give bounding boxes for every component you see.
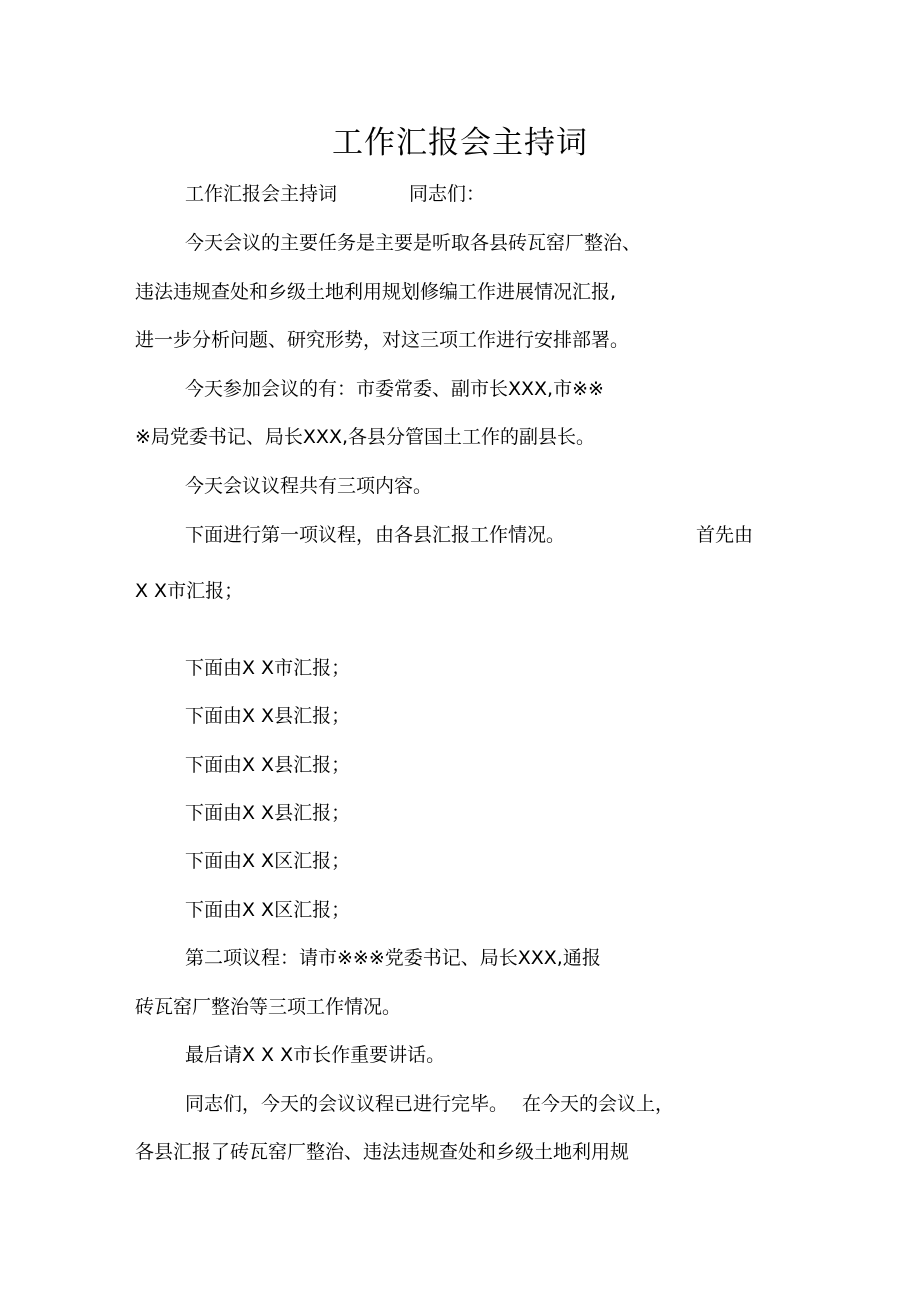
line-text: 工作汇报会主持词: [185, 183, 338, 205]
paragraph-line: 各县汇报了砖瓦窑厂整治、违法违规查处和乡级土地利用规: [135, 1141, 630, 1163]
paragraph-line: 进一步分析问题、研究形势，对这三项工作进行安排部署。: [135, 329, 630, 351]
paragraph-line: 第二项议程：请市※※※党委书记、局长XXX,通报: [185, 947, 601, 969]
paragraph-line: 下面由X X区汇报；: [185, 850, 351, 872]
paragraph-line: [185, 182, 485, 206]
paragraph-line: 下面由X X县汇报；: [185, 705, 351, 727]
line-text: 同志们：: [409, 183, 486, 205]
paragraph-line: 违法违规查处和乡级土地利用规划修编工作进展情况汇报,: [135, 281, 617, 303]
paragraph-line: 下面由X X县汇报；: [185, 754, 351, 776]
paragraph-line: 最后请X X X市长作重要讲话。: [185, 1044, 446, 1066]
paragraph-line: 今天会议的主要任务是主要是听取各县砖瓦窑厂整治、: [185, 232, 642, 254]
paragraph-line: X X市汇报；: [135, 580, 244, 602]
paragraph-line: 今天会议议程共有三项内容。: [185, 475, 433, 497]
document-title: 工作汇报会主持词: [332, 125, 588, 161]
paragraph-line: 下面由X X区汇报；: [185, 899, 351, 921]
paragraph-line: 下面进行第一项议程，由各县汇报工作情况。: [185, 524, 566, 546]
paragraph-line: 下面由X X县汇报；: [185, 802, 351, 824]
paragraph-line: 首先由: [696, 524, 754, 546]
paragraph-line: 下面由X X市汇报；: [185, 657, 351, 679]
paragraph-line: 砖瓦窑厂整治等三项工作情况。: [135, 996, 402, 1018]
paragraph-line: ※局党委书记、局长XXX,各县分管国土工作的副县长。: [135, 426, 596, 448]
paragraph-line: 今天参加会议的有：市委常委、副市长XXX,市※※: [185, 378, 604, 400]
line-text: 在今天的会议上，: [522, 1093, 675, 1115]
paragraph-line: [185, 1092, 674, 1116]
line-text: 同志们，今天的会议议程已进行完毕。: [185, 1093, 509, 1115]
